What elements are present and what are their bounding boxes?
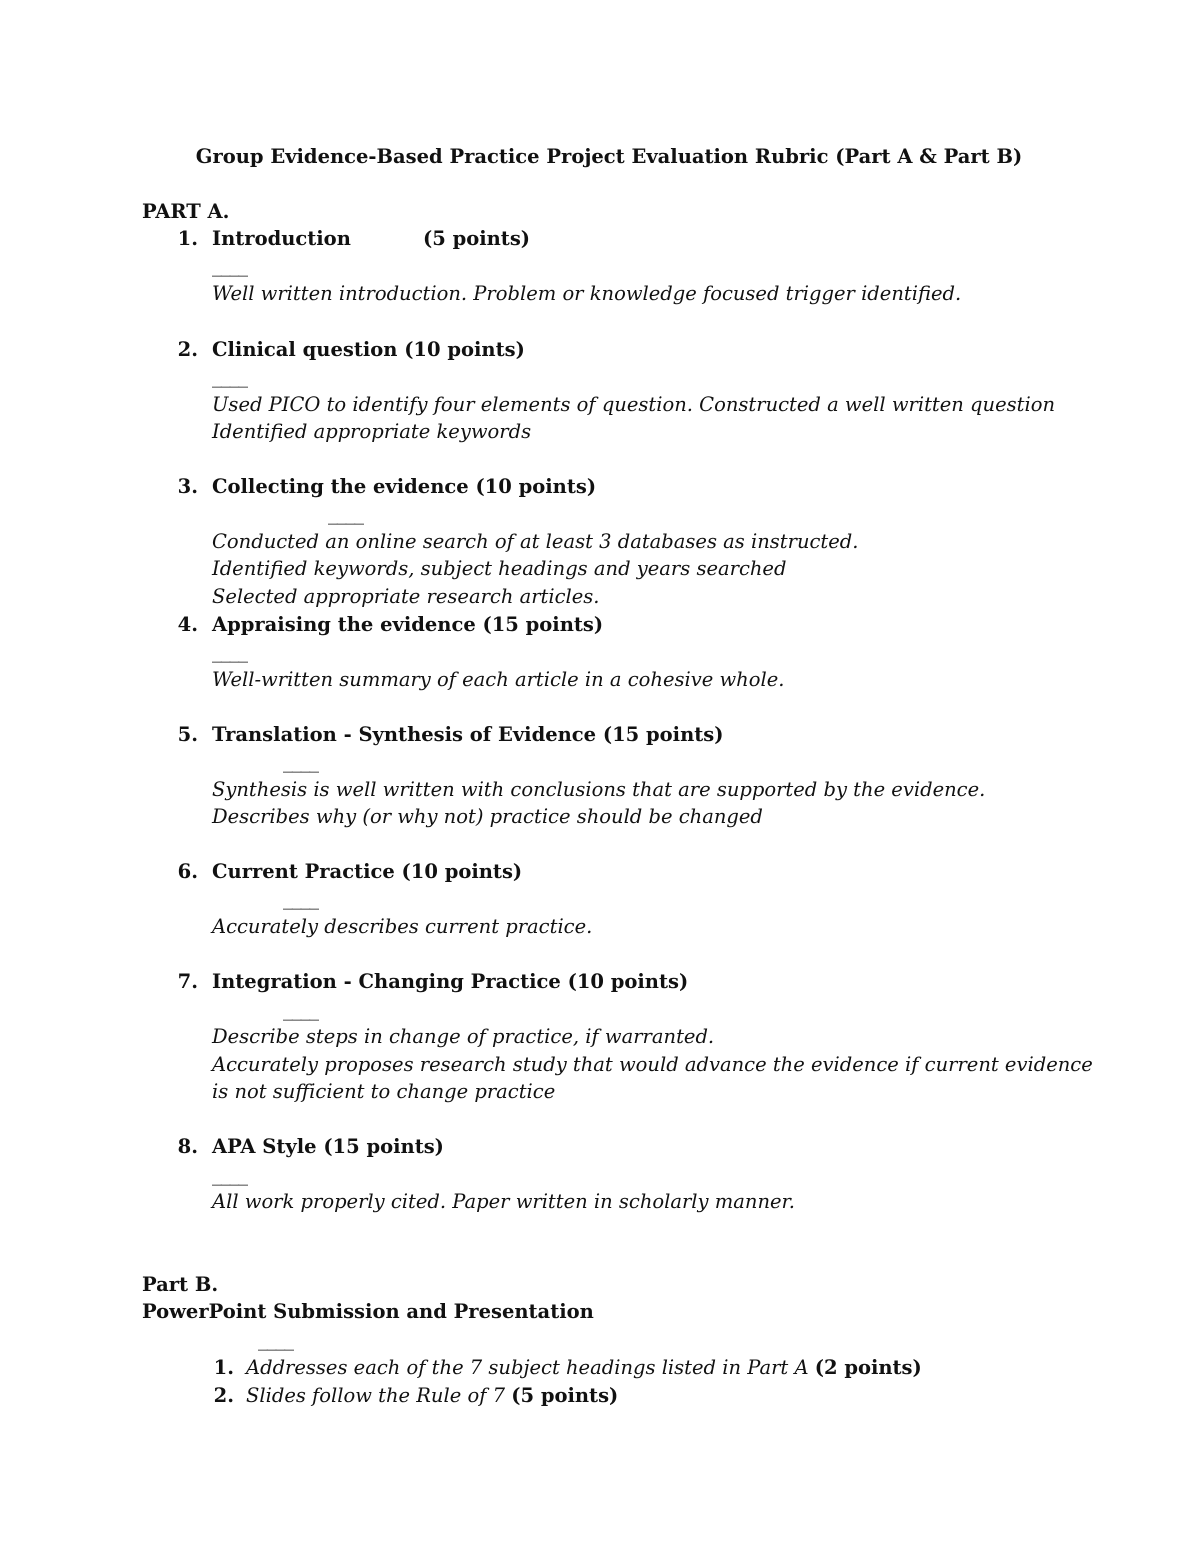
item-description: Describes why (or why not) practice should be changed	[212, 805, 763, 828]
item-title: Introduction	[212, 227, 351, 250]
item-description: Synthesis is well written with conclusions that are supported by the evidence.	[212, 778, 986, 801]
part-b-item-text: Addresses each of the 7 subject headings listed in Part A	[246, 1356, 809, 1379]
item-description: Accurately proposes research study that would advance the evidence if current evidence	[212, 1053, 1093, 1076]
part-b-item	[246, 1384, 618, 1407]
item-title: Appraising the evidence (15 points)	[212, 613, 604, 636]
item-description: is not sufficient to change practice	[212, 1080, 556, 1103]
item-description: Accurately describes current practice.	[212, 915, 593, 938]
item-number: 6.	[177, 860, 198, 883]
item-description: Identified keywords, subject headings and years searched	[212, 557, 787, 580]
part-b-heading: Part B.	[142, 1273, 219, 1296]
item-title: Clinical question (10 points)	[212, 338, 525, 361]
item-description: Describe steps in change of practice, if warranted.	[212, 1025, 715, 1048]
item-number: 5.	[177, 723, 198, 746]
item-description: All work properly cited. Paper written in scholarly manner.	[212, 1190, 795, 1213]
score-blank: ____	[212, 365, 247, 388]
score-blank: ____	[328, 502, 363, 525]
score-blank: ____	[283, 887, 318, 910]
item-description: Conducted an online search of at least 3 databases as instructed.	[212, 530, 859, 553]
item-number: 4.	[177, 613, 198, 636]
item-description: Used PICO to identify four elements of question. Constructed a well written question	[212, 393, 1056, 416]
part-b-subheading: PowerPoint Submission and Presentation	[142, 1300, 594, 1323]
score-blank: ____	[212, 640, 247, 663]
item-number: 2.	[177, 338, 198, 361]
part-b-item-points: (2 points)	[814, 1356, 922, 1379]
score-blank: ____	[212, 1163, 247, 1186]
item-title: Current Practice (10 points)	[212, 860, 523, 883]
item-title: APA Style (15 points)	[212, 1135, 444, 1158]
part-b-item	[246, 1356, 922, 1379]
item-title: Integration - Changing Practice (10 points)	[212, 970, 689, 993]
item-title: Translation - Synthesis of Evidence (15 points)	[212, 723, 724, 746]
item-points: (5 points)	[423, 227, 531, 250]
part-b-item-text: Slides follow the Rule of 7	[246, 1384, 506, 1407]
item-number: 8.	[177, 1135, 198, 1158]
part-b-item-points: (5 points)	[511, 1384, 619, 1407]
part-b-item-number: 1.	[213, 1356, 234, 1379]
score-blank: ____	[283, 998, 318, 1021]
score-blank: ____	[258, 1328, 293, 1351]
score-blank: ____	[212, 254, 247, 277]
item-description: Identified appropriate keywords	[212, 420, 532, 443]
score-blank: ____	[283, 750, 318, 773]
part-b-item-number: 2.	[213, 1384, 234, 1407]
item-number: 3.	[177, 475, 198, 498]
item-description: Well-written summary of each article in a cohesive whole.	[212, 668, 785, 691]
part-a-heading: PART A.	[142, 200, 230, 223]
document-title: Group Evidence-Based Practice Project Evaluation Rubric (Part A & Part B)	[195, 145, 1023, 168]
item-number: 1.	[177, 227, 198, 250]
item-title: Collecting the evidence (10 points)	[212, 475, 597, 498]
item-description: Well written introduction. Problem or knowledge focused trigger identified.	[212, 282, 962, 305]
item-description: Selected appropriate research articles.	[212, 585, 600, 608]
item-number: 7.	[177, 970, 198, 993]
